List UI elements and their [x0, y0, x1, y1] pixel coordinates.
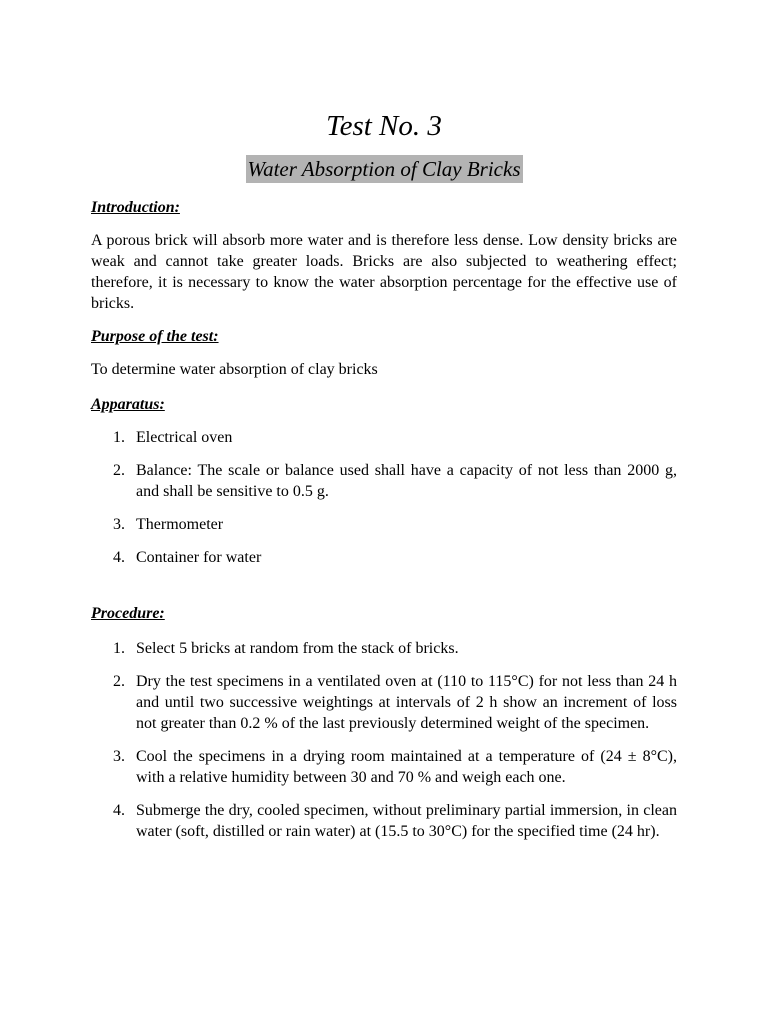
list-item-number: 3.: [113, 748, 125, 765]
list-item: [113, 800, 677, 842]
list-item-text: Thermometer: [136, 516, 224, 533]
list-item: [113, 427, 677, 448]
list-item-text: Submerge the dry, cooled specimen, without preliminary partial immersion, in clean water (soft, distilled or rain water) at (15.5 to 30°C) for the specified time (24 hr).: [136, 802, 677, 840]
introduction-heading: Introduction:: [91, 199, 180, 216]
list-item-number: 4.: [113, 549, 125, 566]
list-item: [113, 460, 677, 502]
list-item-text: Select 5 bricks at random from the stack of bricks.: [136, 640, 459, 657]
list-item-number: 3.: [113, 516, 125, 533]
list-item: [113, 638, 677, 659]
apparatus-heading: Apparatus:: [91, 396, 165, 413]
list-item-text: Electrical oven: [136, 429, 233, 446]
list-item-text: Container for water: [136, 549, 262, 566]
apparatus-list: [113, 427, 677, 568]
purpose-heading: Purpose of the test:: [91, 328, 219, 345]
list-item-text: Cool the specimens in a drying room maintained at a temperature of (24 ± 8°C), with a relative humidity between 30 and 70 % and weigh each one.: [136, 748, 677, 786]
subtitle-wrap: [0, 155, 768, 183]
page-title: Test No. 3: [326, 110, 442, 142]
list-item-text: Balance: The scale or balance used shall have a capacity of not less than 2000 g, and shall be sensitive to 0.5 g.: [136, 462, 677, 500]
page-subtitle: Water Absorption of Clay Bricks: [247, 157, 521, 181]
introduction-text: A porous brick will absorb more water and is therefore less dense. Low density bricks are weak and cannot take greater loads. Bricks are also subjected to weathering effect; therefore, it is necessary to know the water absorption percentage for the effective use of bricks.: [91, 232, 677, 312]
list-item-number: 2.: [113, 673, 125, 690]
procedure-list: [113, 638, 677, 842]
purpose-text: To determine water absorption of clay bricks: [91, 361, 378, 378]
list-item-number: 4.: [113, 802, 125, 819]
list-item: [113, 671, 677, 734]
procedure-heading: Procedure:: [91, 605, 165, 622]
list-item-number: 2.: [113, 462, 125, 479]
list-item-number: 1.: [113, 429, 125, 446]
list-item: [113, 547, 677, 568]
list-item: [113, 514, 677, 535]
list-item: [113, 746, 677, 788]
list-item-number: 1.: [113, 640, 125, 657]
list-item-text: Dry the test specimens in a ventilated oven at (110 to 115°C) for not less than 24 h and until two successive weightings at intervals of 2 h show an increment of loss not greater than 0.2 % of the last previously determined weight of the specimen.: [136, 673, 677, 732]
